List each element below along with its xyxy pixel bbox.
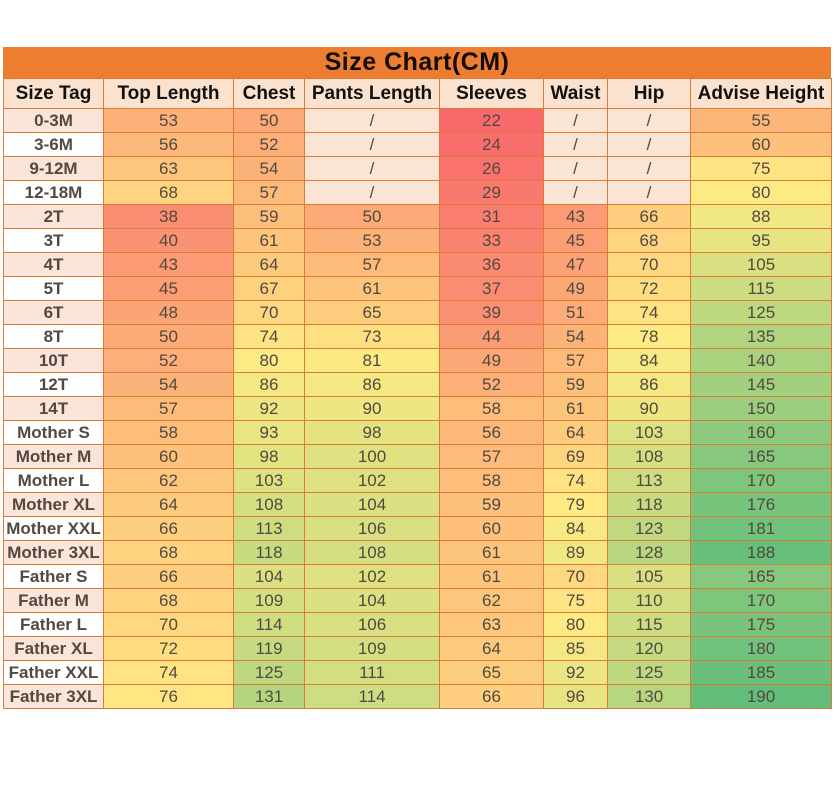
row-label: Father 3XL	[4, 685, 104, 709]
size-value-cell: 89	[544, 541, 608, 565]
size-value-cell: 33	[440, 229, 544, 253]
table-row	[4, 613, 832, 637]
size-value-cell: 36	[440, 253, 544, 277]
size-value-cell: 81	[305, 349, 440, 373]
size-value-cell: 64	[234, 253, 305, 277]
size-value-cell: 92	[544, 661, 608, 685]
size-value-cell: 57	[305, 253, 440, 277]
size-value-cell: 39	[440, 301, 544, 325]
table-row	[4, 229, 832, 253]
chart-title: Size Chart(CM)	[3, 47, 831, 78]
row-label: Father S	[4, 565, 104, 589]
size-value-cell: 66	[104, 517, 234, 541]
size-value-cell: 59	[440, 493, 544, 517]
size-value-cell: 61	[305, 277, 440, 301]
size-value-cell: 60	[440, 517, 544, 541]
size-value-cell: 29	[440, 181, 544, 205]
size-value-cell: 40	[104, 229, 234, 253]
table-row	[4, 517, 832, 541]
size-value-cell: 58	[440, 469, 544, 493]
size-value-cell: 45	[104, 277, 234, 301]
size-value-cell: 150	[691, 397, 832, 421]
size-value-cell: 56	[104, 133, 234, 157]
row-label: 0-3M	[4, 109, 104, 133]
table-row	[4, 277, 832, 301]
size-value-cell: 114	[305, 685, 440, 709]
size-value-cell: 130	[608, 685, 691, 709]
size-value-cell: 70	[608, 253, 691, 277]
column-header: Pants Length	[305, 79, 440, 109]
table-row	[4, 253, 832, 277]
size-value-cell: 80	[691, 181, 832, 205]
size-value-cell: 70	[234, 301, 305, 325]
table-row	[4, 469, 832, 493]
size-value-cell: 88	[691, 205, 832, 229]
size-value-cell: 80	[234, 349, 305, 373]
size-value-cell: 43	[104, 253, 234, 277]
size-value-cell: 70	[544, 565, 608, 589]
table-body	[4, 109, 832, 709]
size-value-cell: 165	[691, 565, 832, 589]
size-value-cell: 104	[305, 493, 440, 517]
size-value-cell: 190	[691, 685, 832, 709]
size-value-cell: 61	[440, 565, 544, 589]
row-label: 3-6M	[4, 133, 104, 157]
size-value-cell: 49	[544, 277, 608, 301]
size-value-cell: 60	[104, 445, 234, 469]
size-value-cell: 74	[104, 661, 234, 685]
size-value-cell: 54	[544, 325, 608, 349]
size-value-cell: 48	[104, 301, 234, 325]
size-value-cell: 70	[104, 613, 234, 637]
size-value-cell: 100	[305, 445, 440, 469]
size-value-cell: 119	[234, 637, 305, 661]
na-cell: /	[305, 181, 440, 205]
size-value-cell: 85	[544, 637, 608, 661]
size-value-cell: 53	[305, 229, 440, 253]
size-value-cell: 69	[544, 445, 608, 469]
size-value-cell: 50	[234, 109, 305, 133]
size-value-cell: 56	[440, 421, 544, 445]
size-value-cell: 188	[691, 541, 832, 565]
size-value-cell: 105	[691, 253, 832, 277]
size-value-cell: 74	[234, 325, 305, 349]
size-value-cell: 104	[305, 589, 440, 613]
table-row	[4, 637, 832, 661]
size-value-cell: 66	[440, 685, 544, 709]
size-value-cell: 120	[608, 637, 691, 661]
column-header: Size Tag	[4, 79, 104, 109]
size-value-cell: 165	[691, 445, 832, 469]
table-row	[4, 397, 832, 421]
size-value-cell: 115	[608, 613, 691, 637]
size-value-cell: 113	[608, 469, 691, 493]
size-value-cell: 125	[608, 661, 691, 685]
size-value-cell: 111	[305, 661, 440, 685]
size-value-cell: 108	[608, 445, 691, 469]
size-value-cell: 64	[440, 637, 544, 661]
size-value-cell: 62	[104, 469, 234, 493]
size-value-cell: 98	[305, 421, 440, 445]
size-value-cell: 58	[440, 397, 544, 421]
na-cell: /	[608, 109, 691, 133]
size-value-cell: 181	[691, 517, 832, 541]
size-value-cell: 55	[691, 109, 832, 133]
size-value-cell: 49	[440, 349, 544, 373]
size-value-cell: 61	[544, 397, 608, 421]
size-value-cell: 123	[608, 517, 691, 541]
size-value-cell: 106	[305, 517, 440, 541]
na-cell: /	[544, 157, 608, 181]
size-value-cell: 26	[440, 157, 544, 181]
size-value-cell: 79	[544, 493, 608, 517]
table-row	[4, 589, 832, 613]
size-chart	[3, 47, 831, 709]
row-label: Mother XXL	[4, 517, 104, 541]
size-value-cell: 74	[544, 469, 608, 493]
row-label: 5T	[4, 277, 104, 301]
table-row	[4, 445, 832, 469]
na-cell: /	[305, 109, 440, 133]
size-value-cell: 68	[608, 229, 691, 253]
size-value-cell: 60	[691, 133, 832, 157]
row-label: 6T	[4, 301, 104, 325]
size-value-cell: 131	[234, 685, 305, 709]
size-value-cell: 59	[544, 373, 608, 397]
size-value-cell: 24	[440, 133, 544, 157]
size-value-cell: 66	[104, 565, 234, 589]
table-row	[4, 109, 832, 133]
column-header: Chest	[234, 79, 305, 109]
size-value-cell: 160	[691, 421, 832, 445]
table-row	[4, 493, 832, 517]
size-value-cell: 57	[440, 445, 544, 469]
table-row	[4, 661, 832, 685]
row-label: Father XXL	[4, 661, 104, 685]
table-row	[4, 685, 832, 709]
size-value-cell: 95	[691, 229, 832, 253]
size-value-cell: 50	[104, 325, 234, 349]
size-value-cell: 96	[544, 685, 608, 709]
size-value-cell: 59	[234, 205, 305, 229]
size-value-cell: 109	[305, 637, 440, 661]
table-row	[4, 205, 832, 229]
size-value-cell: 92	[234, 397, 305, 421]
size-value-cell: 128	[608, 541, 691, 565]
size-value-cell: 86	[305, 373, 440, 397]
size-value-cell: 76	[104, 685, 234, 709]
row-label: Father L	[4, 613, 104, 637]
size-value-cell: 84	[544, 517, 608, 541]
size-value-cell: 104	[234, 565, 305, 589]
size-value-cell: 75	[544, 589, 608, 613]
size-value-cell: 52	[440, 373, 544, 397]
table-row	[4, 565, 832, 589]
row-label: Mother S	[4, 421, 104, 445]
size-value-cell: 108	[305, 541, 440, 565]
row-label: 2T	[4, 205, 104, 229]
size-value-cell: 86	[608, 373, 691, 397]
size-value-cell: 105	[608, 565, 691, 589]
size-value-cell: 90	[608, 397, 691, 421]
size-value-cell: 63	[104, 157, 234, 181]
na-cell: /	[608, 181, 691, 205]
row-label: 12-18M	[4, 181, 104, 205]
column-header: Sleeves	[440, 79, 544, 109]
size-value-cell: 115	[691, 277, 832, 301]
size-value-cell: 93	[234, 421, 305, 445]
table-row	[4, 301, 832, 325]
na-cell: /	[305, 133, 440, 157]
size-value-cell: 68	[104, 589, 234, 613]
size-value-cell: 175	[691, 613, 832, 637]
na-cell: /	[544, 181, 608, 205]
size-value-cell: 72	[104, 637, 234, 661]
row-label: 8T	[4, 325, 104, 349]
size-value-cell: 47	[544, 253, 608, 277]
size-value-cell: 98	[234, 445, 305, 469]
size-value-cell: 22	[440, 109, 544, 133]
size-value-cell: 75	[691, 157, 832, 181]
size-value-cell: 170	[691, 469, 832, 493]
size-value-cell: 102	[305, 469, 440, 493]
size-value-cell: 103	[608, 421, 691, 445]
table-row	[4, 373, 832, 397]
na-cell: /	[305, 157, 440, 181]
size-value-cell: 44	[440, 325, 544, 349]
row-label: 9-12M	[4, 157, 104, 181]
size-value-cell: 50	[305, 205, 440, 229]
size-value-cell: 54	[234, 157, 305, 181]
row-label: Mother L	[4, 469, 104, 493]
size-value-cell: 108	[234, 493, 305, 517]
size-value-cell: 90	[305, 397, 440, 421]
size-value-cell: 52	[234, 133, 305, 157]
size-value-cell: 51	[544, 301, 608, 325]
table-row	[4, 325, 832, 349]
size-value-cell: 140	[691, 349, 832, 373]
row-label: 4T	[4, 253, 104, 277]
size-value-cell: 65	[305, 301, 440, 325]
size-value-cell: 61	[234, 229, 305, 253]
size-value-cell: 52	[104, 349, 234, 373]
na-cell: /	[608, 133, 691, 157]
table-row	[4, 349, 832, 373]
row-label: Mother XL	[4, 493, 104, 517]
size-value-cell: 57	[544, 349, 608, 373]
size-value-cell: 110	[608, 589, 691, 613]
size-value-cell: 114	[234, 613, 305, 637]
size-value-cell: 118	[608, 493, 691, 517]
size-value-cell: 125	[234, 661, 305, 685]
size-value-cell: 65	[440, 661, 544, 685]
size-value-cell: 67	[234, 277, 305, 301]
row-label: Father XL	[4, 637, 104, 661]
size-value-cell: 73	[305, 325, 440, 349]
size-value-cell: 37	[440, 277, 544, 301]
size-chart-table	[3, 78, 832, 709]
table-row	[4, 421, 832, 445]
size-value-cell: 62	[440, 589, 544, 613]
size-value-cell: 74	[608, 301, 691, 325]
row-label: 3T	[4, 229, 104, 253]
size-value-cell: 63	[440, 613, 544, 637]
na-cell: /	[544, 133, 608, 157]
size-value-cell: 57	[234, 181, 305, 205]
size-value-cell: 118	[234, 541, 305, 565]
size-value-cell: 185	[691, 661, 832, 685]
row-label: 14T	[4, 397, 104, 421]
table-row	[4, 181, 832, 205]
size-value-cell: 176	[691, 493, 832, 517]
size-value-cell: 145	[691, 373, 832, 397]
size-value-cell: 170	[691, 589, 832, 613]
size-value-cell: 135	[691, 325, 832, 349]
size-value-cell: 61	[440, 541, 544, 565]
size-value-cell: 80	[544, 613, 608, 637]
na-cell: /	[544, 109, 608, 133]
size-value-cell: 72	[608, 277, 691, 301]
size-value-cell: 54	[104, 373, 234, 397]
size-value-cell: 102	[305, 565, 440, 589]
row-label: Father M	[4, 589, 104, 613]
row-label: Mother 3XL	[4, 541, 104, 565]
row-label: 10T	[4, 349, 104, 373]
size-value-cell: 57	[104, 397, 234, 421]
size-value-cell: 66	[608, 205, 691, 229]
size-value-cell: 113	[234, 517, 305, 541]
column-header: Top Length	[104, 79, 234, 109]
size-value-cell: 109	[234, 589, 305, 613]
table-row	[4, 541, 832, 565]
size-value-cell: 68	[104, 541, 234, 565]
size-value-cell: 106	[305, 613, 440, 637]
size-value-cell: 45	[544, 229, 608, 253]
size-value-cell: 78	[608, 325, 691, 349]
size-value-cell: 43	[544, 205, 608, 229]
size-value-cell: 64	[104, 493, 234, 517]
na-cell: /	[608, 157, 691, 181]
column-header: Hip	[608, 79, 691, 109]
size-value-cell: 180	[691, 637, 832, 661]
table-row	[4, 157, 832, 181]
header-row	[4, 79, 832, 109]
size-value-cell: 125	[691, 301, 832, 325]
size-value-cell: 64	[544, 421, 608, 445]
size-value-cell: 86	[234, 373, 305, 397]
row-label: 12T	[4, 373, 104, 397]
size-value-cell: 58	[104, 421, 234, 445]
size-value-cell: 31	[440, 205, 544, 229]
row-label: Mother M	[4, 445, 104, 469]
size-value-cell: 68	[104, 181, 234, 205]
table-row	[4, 133, 832, 157]
column-header: Waist	[544, 79, 608, 109]
size-value-cell: 84	[608, 349, 691, 373]
size-value-cell: 38	[104, 205, 234, 229]
size-value-cell: 53	[104, 109, 234, 133]
column-header: Advise Height	[691, 79, 832, 109]
size-value-cell: 103	[234, 469, 305, 493]
